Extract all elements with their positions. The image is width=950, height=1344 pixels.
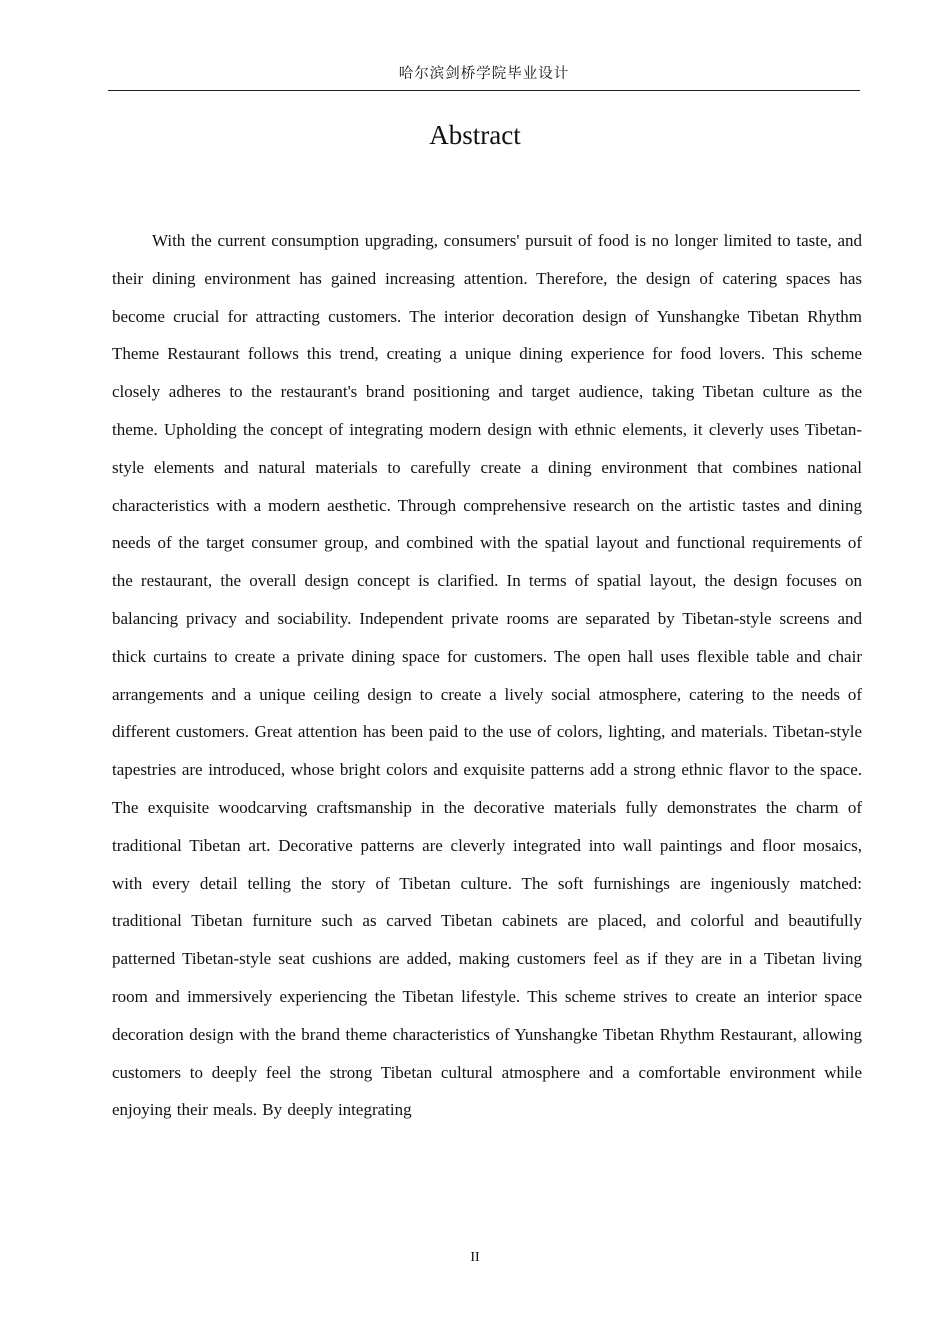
- header-text: 哈尔滨剑桥学院毕业设计: [398, 66, 570, 82]
- abstract-title: Abstract: [429, 120, 521, 150]
- abstract-body: With the current consumption upgrading, consumers' pursuit of food is no longer limited to taste, and their dining environment has gained increasing attention. Therefore, the design of catering spaces has become crucial for attracting customers. The interior decoration design of Yunshangke Tibetan Rhythm Theme Restaurant follows this trend, creating a unique dining experience for food lovers. This scheme closely adheres to the restaurant's brand positioning and target audience, taking Tibetan culture as the theme. Upholding the concept of integrating modern design with ethnic elements, it cleverly uses Tibetan-style elements and natural materials to carefully create a dining environment that combines national characteristics with a modern aesthetic. Through comprehensive research on the artistic tastes and dining needs of the target consumer group, and combined with the spatial layout and functional requirements of the restaurant, the overall design concept is clarified. In terms of spatial layout, the design focuses on balancing privacy and sociability. Independent private rooms are separated by Tibetan-style screens and thick curtains to create a private dining space for customers. The open hall uses flexible table and chair arrangements and a unique ceiling design to create a lively social atmosphere, catering to the needs of different customers. Great attention has been paid to the use of colors, lighting, and materials. Tibetan-style tapestries are introduced, whose bright colors and exquisite patterns add a strong ethnic flavor to the space. The exquisite woodcarving craftsmanship in the decorative materials fully demonstrates the charm of traditional Tibetan art. Decorative patterns are cleverly integrated into wall paintings and floor mosaics, with every detail telling the story of Tibetan culture. The soft furnishings are ingeniously matched: traditional Tibetan furniture such as carved Tibetan cabinets are placed, and colorful and beautifully patterned Tibetan-style seat cushions are added, making customers feel as if they are in a Tibetan living room and immersively experiencing the Tibetan lifestyle. This scheme strives to create an interior space decoration design with the brand theme characteristics of Yunshangke Tibetan Rhythm Restaurant, allowing customers to deeply feel the strong Tibetan cultural atmosphere and a comfortable environment while enjoying their meals. By deeply integrating: [112, 231, 862, 1120]
- page-footer: [0, 1250, 950, 1266]
- page-number: II: [470, 1250, 480, 1265]
- page-header: [108, 62, 860, 91]
